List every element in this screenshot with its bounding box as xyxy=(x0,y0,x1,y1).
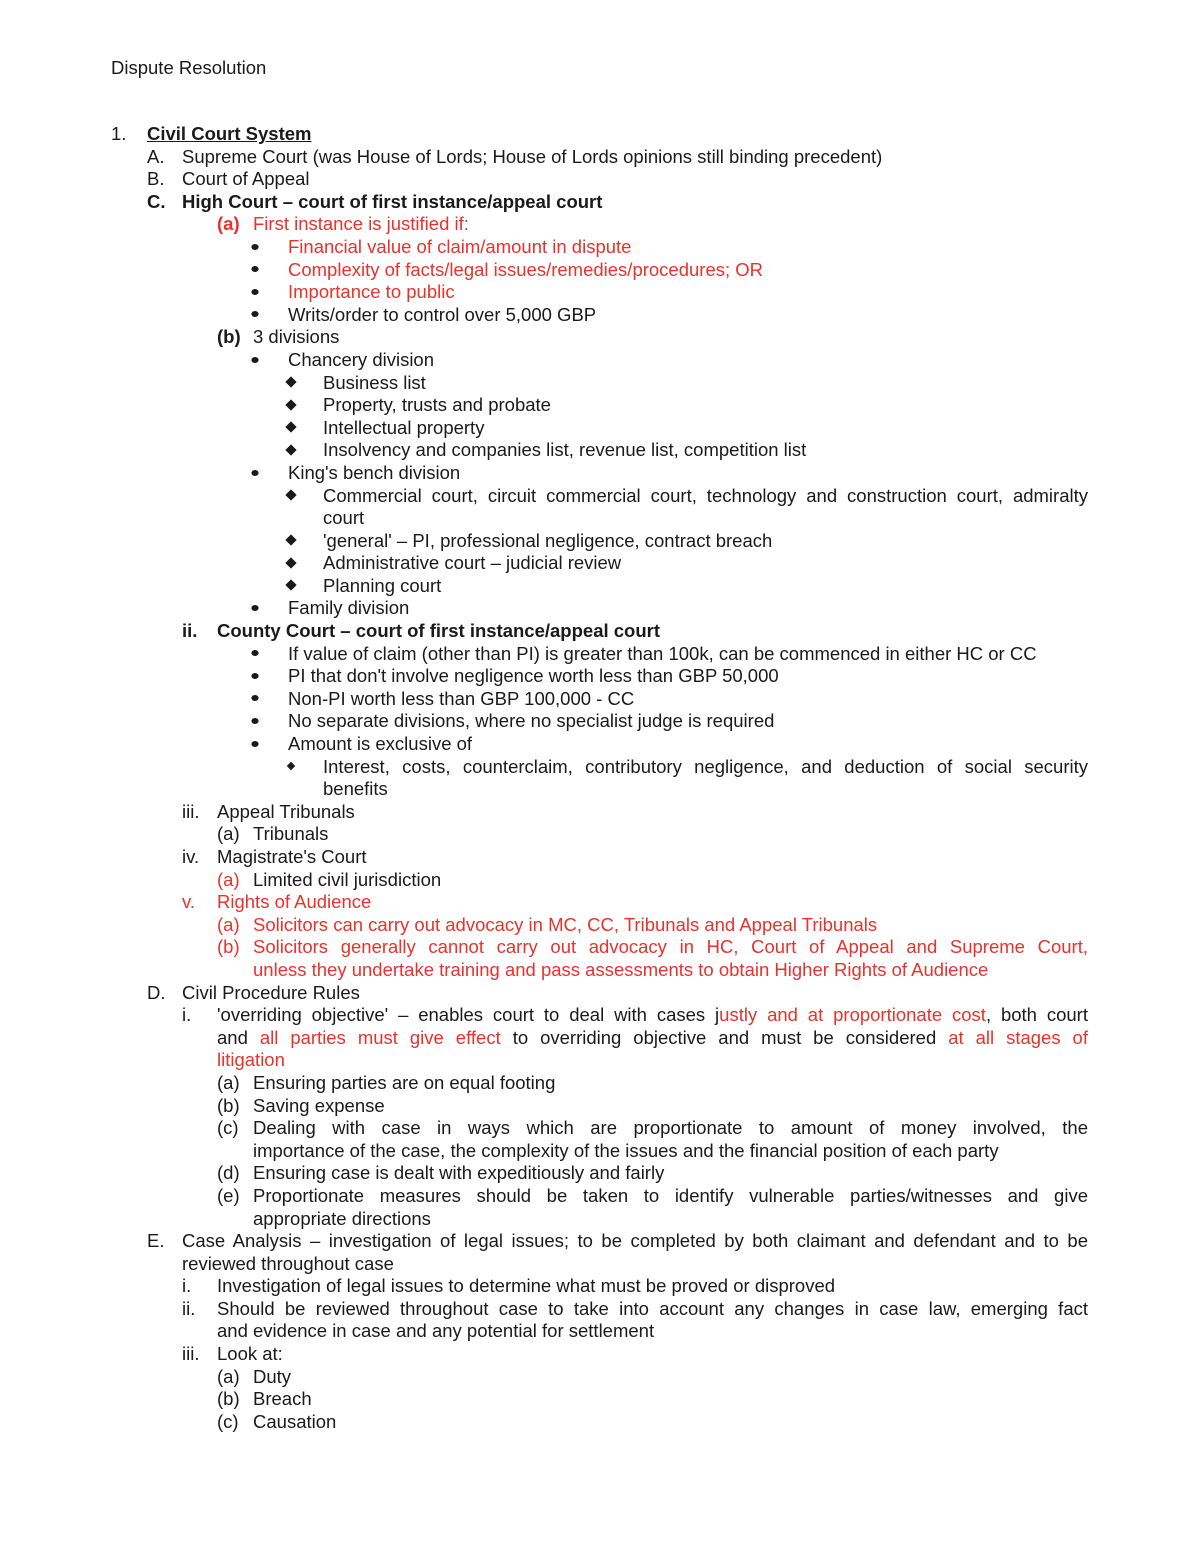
text-run: Ensuring parties are on equal footing xyxy=(253,1071,556,1093)
outline-line xyxy=(0,485,1200,508)
line-text xyxy=(217,1027,1088,1050)
outline-line xyxy=(0,236,1200,259)
text-run: Case Analysis – investigation of legal issues; to be completed by both claimant and defendant and to be xyxy=(182,1230,1088,1252)
text-run: Dealing with case in ways which are proportionate to amount of money involved, the xyxy=(253,1117,1088,1139)
line-text xyxy=(323,485,1088,508)
line-text xyxy=(217,1320,654,1343)
text-run: If value of claim (other than PI) is greater than 100k, can be commenced in either HC or CC xyxy=(288,642,1037,664)
text-run: Breach xyxy=(253,1388,312,1410)
outline-line xyxy=(0,959,1200,982)
line-text xyxy=(253,1208,431,1231)
line-text xyxy=(253,1185,1088,1208)
diamond-bullet-icon xyxy=(287,417,295,440)
text-run: Saving expense xyxy=(253,1094,385,1116)
text-run: at all stages of xyxy=(948,1026,1088,1048)
diamond-bullet-icon xyxy=(288,756,294,779)
page-header: Dispute Resolution xyxy=(111,57,267,78)
line-text xyxy=(217,1275,835,1298)
text-run: benefits xyxy=(323,778,388,800)
outline-line xyxy=(0,146,1200,169)
outline-line xyxy=(0,620,1200,643)
outline-line xyxy=(0,417,1200,440)
text-run: County Court – court of first instance/appeal court xyxy=(217,620,661,642)
line-text xyxy=(147,123,312,146)
text-run: Amount is exclusive of xyxy=(288,733,473,755)
line-text xyxy=(253,1162,664,1185)
text-run: Administrative court – judicial review xyxy=(323,552,622,574)
outline-line xyxy=(0,439,1200,462)
bullet-icon xyxy=(252,710,258,733)
document-body xyxy=(0,123,1200,1433)
outline-line xyxy=(0,597,1200,620)
line-text xyxy=(323,552,621,575)
line-text xyxy=(253,914,877,937)
line-text xyxy=(288,665,779,688)
text-run: appropriate directions xyxy=(253,1207,431,1229)
text-run: Investigation of legal issues to determine what must be proved or disproved xyxy=(217,1275,836,1297)
line-text xyxy=(288,304,596,327)
list-marker: (b) xyxy=(217,326,241,348)
text-run: and evidence in case and any potential for settlement xyxy=(217,1320,655,1342)
outline-line xyxy=(0,733,1200,756)
bullet-icon xyxy=(252,462,258,485)
outline-line xyxy=(0,575,1200,598)
text-run: Ensuring case is dealt with expeditiously and fairly xyxy=(253,1162,665,1184)
outline-line xyxy=(0,869,1200,892)
text-run: Interest, costs, counterclaim, contributory negligence, and deduction of social security xyxy=(323,755,1088,777)
outline-line xyxy=(0,304,1200,327)
outline-line xyxy=(0,213,1200,236)
outline-line xyxy=(0,394,1200,417)
line-text xyxy=(288,643,1037,666)
text-run: Family division xyxy=(288,597,410,619)
line-text xyxy=(253,823,328,846)
outline-line xyxy=(0,259,1200,282)
text-run: Commercial court, circuit commercial court, technology and construction court, admiralty xyxy=(323,484,1088,506)
outline-line xyxy=(0,846,1200,869)
text-run: Solicitors generally cannot carry out advocacy in HC, Court of Appeal and Supreme Court, xyxy=(253,936,1088,958)
bullet-icon xyxy=(252,643,258,666)
outline-line xyxy=(0,1162,1200,1185)
text-run: Civil Procedure Rules xyxy=(182,981,360,1003)
bullet-icon xyxy=(252,688,258,711)
line-text xyxy=(323,417,484,440)
bullet-icon xyxy=(252,236,258,259)
outline-line xyxy=(0,1004,1200,1027)
bullet-icon xyxy=(252,259,258,282)
text-run: importance of the case, the complexity of the issues and the financial position of each party xyxy=(253,1139,999,1161)
line-text xyxy=(253,326,339,349)
text-run: Limited civil jurisdiction xyxy=(253,868,442,890)
outline-line xyxy=(0,462,1200,485)
list-marker: (a) xyxy=(217,913,240,935)
line-text xyxy=(217,1049,285,1072)
text-run: Financial value of claim/amount in dispute xyxy=(288,235,632,257)
text-run: Duty xyxy=(253,1365,292,1387)
list-marker: iii. xyxy=(182,1343,200,1365)
outline-line xyxy=(0,982,1200,1005)
text-run: PI that don't involve negligence worth less than GBP 50,000 xyxy=(288,665,779,687)
outline-line xyxy=(0,823,1200,846)
line-text xyxy=(182,168,310,191)
diamond-bullet-icon xyxy=(287,530,295,553)
text-run: Intellectual property xyxy=(323,416,485,438)
line-text xyxy=(253,1411,336,1434)
text-run: Appeal Tribunals xyxy=(217,800,355,822)
outline-line xyxy=(0,1072,1200,1095)
outline-line xyxy=(0,1095,1200,1118)
line-text xyxy=(253,1117,1088,1140)
text-run: Writs/order to control over 5,000 GBP xyxy=(288,303,597,325)
text-run: to overriding objective and must be considered xyxy=(500,1026,949,1048)
text-run: Solicitors can carry out advocacy in MC, CC, Tribunals and Appeal Tribunals xyxy=(253,913,878,935)
outline-line xyxy=(0,326,1200,349)
outline-line xyxy=(0,1411,1200,1434)
list-marker: A. xyxy=(147,145,165,167)
outline-line xyxy=(0,507,1200,530)
text-run: Should be reviewed throughout case to take into account any changes in case law, emerging fact xyxy=(217,1297,1088,1319)
outline-line xyxy=(0,710,1200,733)
list-marker: (b) xyxy=(217,936,240,958)
list-marker: (b) xyxy=(217,1094,240,1116)
line-text xyxy=(323,439,806,462)
outline-line xyxy=(0,530,1200,553)
text-run: 'general' – PI, professional negligence, contract breach xyxy=(323,529,773,551)
outline-line xyxy=(0,1185,1200,1208)
text-run: Importance to public xyxy=(288,281,455,303)
list-marker: (a) xyxy=(217,868,240,890)
bullet-icon xyxy=(252,597,258,620)
text-run: Tribunals xyxy=(253,823,329,845)
text-run: 'overriding objective' – enables court to deal with cases j xyxy=(217,1004,720,1026)
line-text xyxy=(288,733,472,756)
text-run: Insolvency and companies list, revenue list, competition list xyxy=(323,439,807,461)
list-marker: (e) xyxy=(217,1184,240,1206)
line-text xyxy=(182,1230,1088,1253)
text-run: all parties must give effect xyxy=(259,1026,501,1048)
line-text xyxy=(288,462,460,485)
line-text xyxy=(217,846,367,869)
line-text xyxy=(323,372,426,395)
line-text xyxy=(182,146,882,169)
line-text xyxy=(323,756,1088,779)
outline-line xyxy=(0,191,1200,214)
line-text xyxy=(253,1072,555,1095)
list-marker: iii. xyxy=(182,800,200,822)
text-run: ustly and at proportionate cost xyxy=(719,1004,986,1026)
line-text xyxy=(323,778,388,801)
diamond-bullet-icon xyxy=(287,439,295,462)
list-marker: (a) xyxy=(217,1071,240,1093)
line-text xyxy=(323,394,551,417)
line-text xyxy=(288,688,634,711)
list-marker: D. xyxy=(147,981,166,1003)
outline-line xyxy=(0,756,1200,779)
line-text xyxy=(253,869,441,892)
text-run: Proportionate measures should be taken to identify vulnerable parties/witnesses and give xyxy=(253,1184,1088,1206)
outline-line xyxy=(0,1117,1200,1140)
outline-line xyxy=(0,801,1200,824)
text-run: and xyxy=(217,1026,260,1048)
line-text xyxy=(253,1095,385,1118)
text-run: First instance is justified if: xyxy=(253,213,469,235)
outline-line xyxy=(0,688,1200,711)
text-run: , both court xyxy=(985,1004,1088,1026)
outline-line xyxy=(0,349,1200,372)
line-text xyxy=(253,936,1088,959)
outline-line xyxy=(0,552,1200,575)
outline-line xyxy=(0,643,1200,666)
text-run: Non-PI worth less than GBP 100,000 - CC xyxy=(288,687,635,709)
list-marker: (c) xyxy=(217,1410,239,1432)
text-run: Chancery division xyxy=(288,348,435,370)
list-marker: ii. xyxy=(182,620,198,642)
text-run: reviewed throughout case xyxy=(182,1252,394,1274)
text-run: 3 divisions xyxy=(253,326,340,348)
line-text xyxy=(217,1004,1088,1027)
line-text xyxy=(288,710,774,733)
line-text xyxy=(217,801,355,824)
text-run: Magistrate's Court xyxy=(217,846,367,867)
list-marker: B. xyxy=(147,168,165,190)
outline-line xyxy=(0,1253,1200,1276)
outline-line xyxy=(0,1320,1200,1343)
line-text xyxy=(217,1343,283,1366)
list-marker: (b) xyxy=(217,1388,240,1410)
list-marker: i. xyxy=(182,1004,192,1026)
outline-line xyxy=(0,1298,1200,1321)
line-text xyxy=(253,1140,999,1163)
list-marker: ii. xyxy=(182,1297,196,1319)
bullet-icon xyxy=(252,665,258,688)
bullet-icon xyxy=(252,304,258,327)
outline-line xyxy=(0,1140,1200,1163)
text-run: unless they undertake training and pass assessments to obtain Higher Rights of Audience xyxy=(253,958,989,980)
list-marker: (d) xyxy=(217,1162,240,1184)
outline-line xyxy=(0,123,1200,146)
list-marker: (c) xyxy=(217,1117,239,1139)
outline-line xyxy=(0,1275,1200,1298)
bullet-icon xyxy=(252,733,258,756)
line-text xyxy=(323,507,364,530)
line-text xyxy=(253,1366,291,1389)
diamond-bullet-icon xyxy=(287,372,295,395)
line-text xyxy=(288,597,409,620)
text-run: King's bench division xyxy=(288,461,461,483)
text-run: Complexity of facts/legal issues/remedies/procedures; OR xyxy=(288,258,764,280)
line-text xyxy=(323,530,772,553)
outline-line xyxy=(0,1343,1200,1366)
diamond-bullet-icon xyxy=(287,575,295,598)
text-run: Civil Court System xyxy=(147,123,312,144)
outline-line xyxy=(0,1366,1200,1389)
outline-line xyxy=(0,1388,1200,1411)
outline-line xyxy=(0,372,1200,395)
list-marker: iv. xyxy=(182,846,200,867)
list-marker: 1. xyxy=(111,123,127,144)
list-marker: (a) xyxy=(217,823,240,845)
outline-line xyxy=(0,936,1200,959)
line-text xyxy=(217,1298,1088,1321)
line-text xyxy=(253,213,469,236)
text-run: Rights of Audience xyxy=(217,891,372,913)
line-text xyxy=(253,1388,312,1411)
outline-line xyxy=(0,1208,1200,1231)
text-run: Causation xyxy=(253,1410,337,1432)
line-text xyxy=(288,281,455,304)
list-marker: C. xyxy=(147,190,166,212)
list-marker: v. xyxy=(182,891,196,913)
text-run: litigation xyxy=(217,1049,285,1071)
line-text xyxy=(253,959,988,982)
text-run: court xyxy=(323,507,365,529)
text-run: Supreme Court (was House of Lords; House of Lords opinions still binding precedent) xyxy=(182,145,883,167)
line-text xyxy=(182,982,360,1005)
line-text xyxy=(217,620,660,643)
line-text xyxy=(323,575,441,598)
text-run: Business list xyxy=(323,371,426,393)
outline-line xyxy=(0,778,1200,801)
list-marker: i. xyxy=(182,1275,192,1297)
outline-line xyxy=(0,1230,1200,1253)
line-text xyxy=(288,259,763,282)
bullet-icon xyxy=(252,349,258,372)
diamond-bullet-icon xyxy=(287,394,295,417)
line-text xyxy=(288,349,434,372)
diamond-bullet-icon xyxy=(287,485,295,508)
outline-line xyxy=(0,665,1200,688)
outline-line xyxy=(0,1049,1200,1072)
diamond-bullet-icon xyxy=(287,552,295,575)
bullet-icon xyxy=(252,281,258,304)
text-run: High Court – court of first instance/appeal court xyxy=(182,190,603,212)
outline-line xyxy=(0,914,1200,937)
text-run: Planning court xyxy=(323,574,442,596)
line-text xyxy=(288,236,631,259)
line-text xyxy=(182,1253,394,1276)
outline-line xyxy=(0,1027,1200,1050)
line-text xyxy=(217,891,371,914)
text-run: Court of Appeal xyxy=(182,168,310,190)
list-marker: (a) xyxy=(217,1365,240,1387)
outline-line xyxy=(0,168,1200,191)
line-text xyxy=(182,191,602,214)
list-marker: (a) xyxy=(217,213,240,235)
list-marker: E. xyxy=(147,1230,165,1252)
outline-line xyxy=(0,281,1200,304)
outline-line xyxy=(0,891,1200,914)
text-run: Property, trusts and probate xyxy=(323,394,551,416)
text-run: Look at: xyxy=(217,1343,283,1365)
text-run: No separate divisions, where no specialist judge is required xyxy=(288,710,775,732)
